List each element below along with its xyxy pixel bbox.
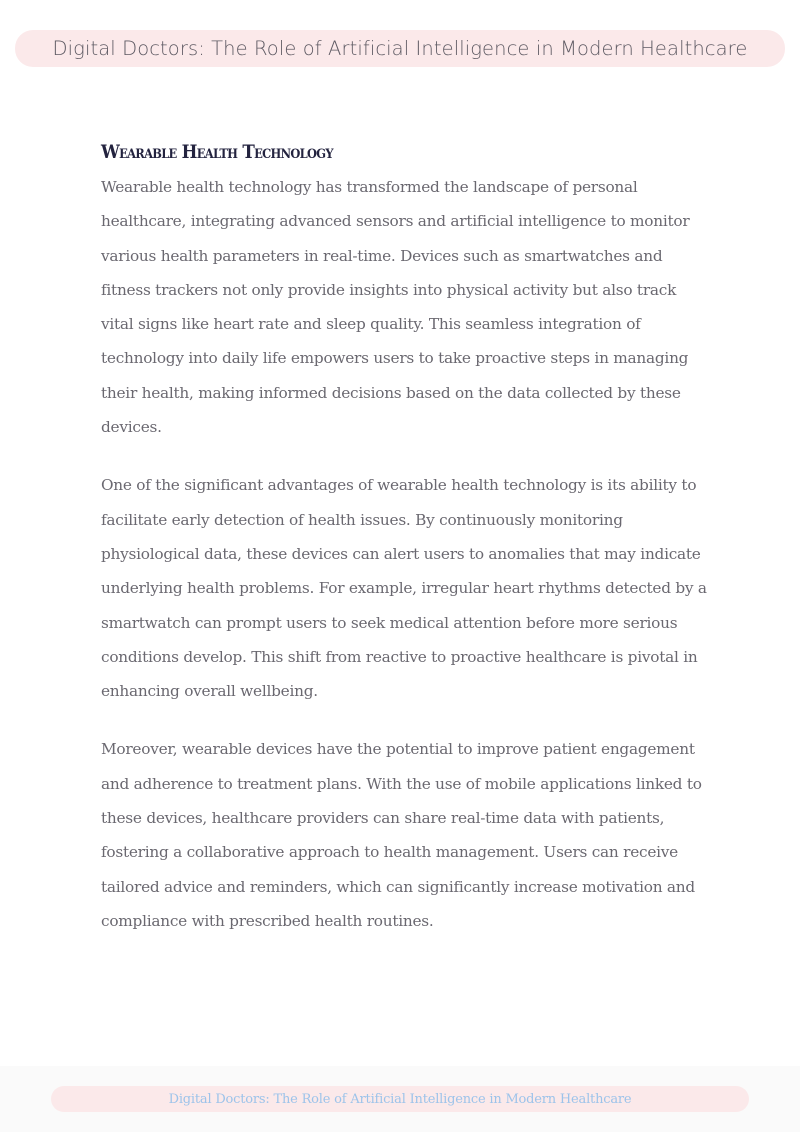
paragraph-3: Moreover, wearable devices have the potential to improve patient engagement and adherence to treatment plans. With the use of mobile applications linked to these devices, healthcare providers can share real-time data with patients, fostering a collaborative approach to health management. Users can receive tailored advice and reminders, which can significantly increase motivation and compliance with prescribed health routines. [101,740,702,930]
page-footer [51,1086,749,1112]
page-header [15,30,785,67]
main-content [101,138,711,962]
paragraph-2: One of the significant advantages of wearable health technology is its ability to facilitate early detection of health issues. By continuously monitoring physiological data, these devices can alert users to anomalies that may indicate underlying health problems. For example, irregular heart rhythms detected by a smartwatch can prompt users to seek medical attention before more serious conditions develop. This shift from reactive to proactive healthcare is pivotal in enhancing overall wellbeing. [101,476,707,701]
paragraph-1: Wearable health technology has transformed the landscape of personal healthcare, integrating advanced sensors and artificial intelligence to monitor various health parameters in real-time. Devices such as smartwatches and fitness trackers not only provide insights into physical activity but also track vital signs like heart rate and sleep quality. This seamless integration of technology into daily life empowers users to take proactive steps in managing their health, making informed decisions based on the data collected by these devices. [101,178,690,437]
section-heading: Wearable Health Technology [101,141,333,163]
header-title: Digital Doctors: The Role of Artificial Intelligence in Modern Healthcare [52,37,748,60]
footer-title: Digital Doctors: The Role of Artificial Intelligence in Modern Healthcare [168,1091,632,1107]
